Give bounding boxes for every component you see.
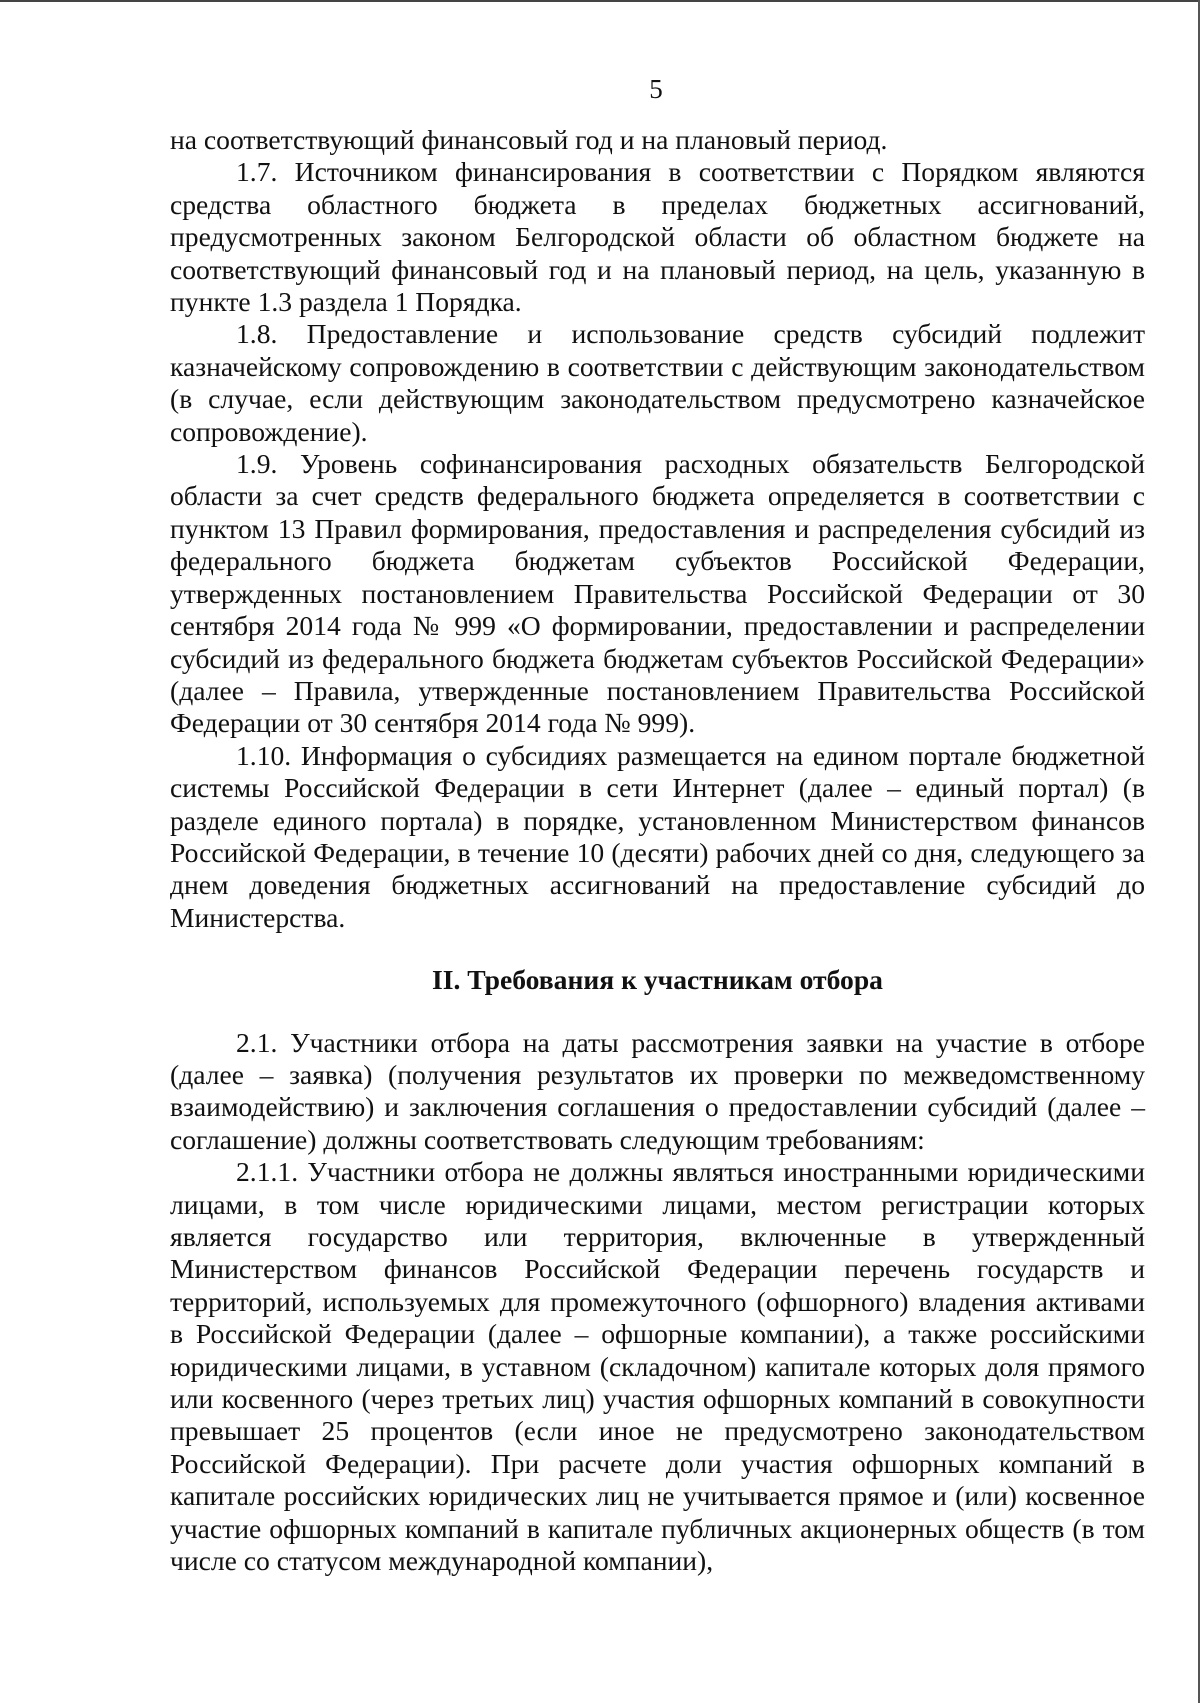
paragraph-continuation: на соответствующий финансовый год и на плановый период.: [170, 124, 888, 155]
paragraph-1-7: 1.7. Источником финансирования в соответствии с Порядком являются средства областного бюджета в пределах бюджетных ассигнований, предусмотренных законом Белгородской области об областном бюджете на соответствующий финансовый год и на плановый период, на цель, указанную в пункте 1.3 раздела 1 Порядка.: [170, 156, 1145, 318]
paragraph-1-10: 1.10. Информация о субсидиях размещается на едином портале бюджетной системы Российской Федерации в сети Интернет (далее – единый портал) (в разделе единого портала) в порядке, установленном Министерством финансов Российской Федерации, в течение 10 (десяти) рабочих дней со дня, следующего за днем доведения бюджетных ассигнований на предоставление субсидий до Министерства.: [170, 739, 1145, 933]
paragraph-1-8: 1.8. Предоставление и использование средств субсидий подлежит казначейскому сопровождению в соответствии с действующим законодательством (в случае, если действующим законодательством предусмотрено казначейское сопровождение).: [170, 318, 1145, 447]
paragraph-2-1-1: 2.1.1. Участники отбора не должны являться иностранными юридическими лицами, в том числе юридическими лицами, местом регистрации которых является государство или территория, включенные в утвержденный Министерством финансов Российской Федерации перечень государств и территорий, используемых для промежуточного (офшорного) владения активами в Российской Федерации (далее – офшорные компании), а также российскими юридическими лицами, в уставном (складочном) капитале которых доля прямого или косвенного (через третьих лиц) участия офшорных компаний в совокупности превышает 25 процентов (если иное не предусмотрено законодательством Российской Федерации). При расчете доли участия офшорных компаний в капитале российских юридических лиц не учитывается прямое и (или) косвенное участие офшорных компаний в капитале публичных акционерных обществ (в том числе со статусом международной компании),: [170, 1156, 1145, 1577]
paragraph-1-9: 1.9. Уровень софинансирования расходных обязательств Белгородской области за счет средств федерального бюджета определяется в соответствии с пунктом 13 Правил формирования, предоставления и распределения субсидий из федерального бюджета бюджетам субъектов Российской Федерации, утвержденных постановлением Правительства Российской Федерации от 30 сентября 2014 года № 999 «О формировании, предоставлении и распределении субсидий из федерального бюджета бюджетам субъектов Российской Федерации» (далее – Правила, утвержденные постановлением Правительства Российской Федерации от 30 сентября 2014 года № 999).: [170, 448, 1145, 739]
scan-edge-top: [0, 0, 1200, 2]
page-number: 5: [649, 74, 663, 104]
section-heading: II. Требования к участникам отбора: [432, 964, 883, 996]
document-body: [170, 124, 1145, 1577]
paragraph-2-1: 2.1. Участники отбора на даты рассмотрения заявки на участие в отборе (далее – заявка) (получения результатов их проверки по межведомственному взаимодействию) и заключения соглашения о предоставлении субсидий (далее – соглашение) должны соответствовать следующим требованиям:: [170, 1026, 1145, 1155]
